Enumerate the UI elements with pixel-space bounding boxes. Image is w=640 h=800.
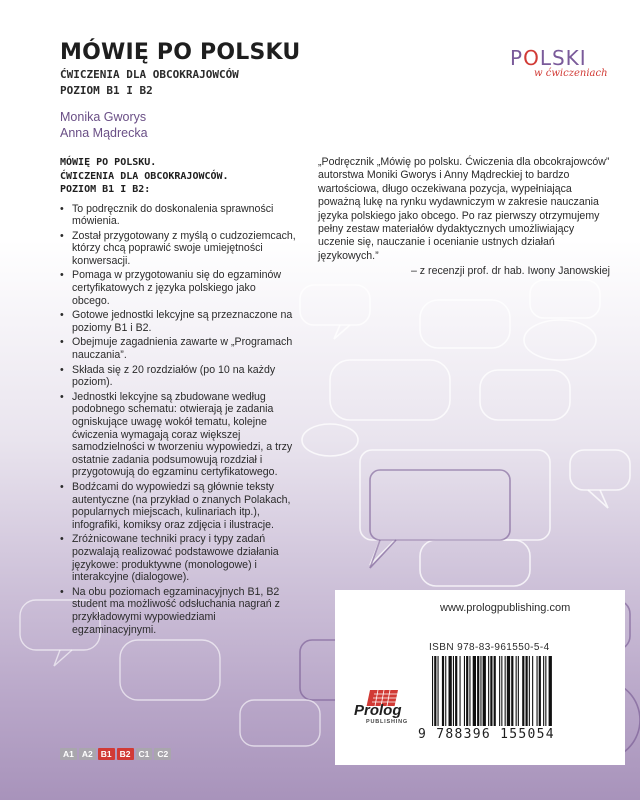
series-logo: [510, 46, 610, 79]
ean-digits: 9 788396 155054: [418, 727, 555, 742]
list-item: • Bodźcami do wypowiedzi są głównie teksty autentyczne (na przykład o znanych Polakach, popularnych miejscach, kulinariach itp.), infografiki, komiksy oraz zdjęcia i ilustracje.: [60, 481, 296, 531]
level-badge: C2: [154, 748, 171, 760]
publisher-imprint: PUBLISHING: [366, 719, 408, 725]
book-subtitle: ĆWICZENIA DLA OBCOKRAJOWCÓW: [60, 68, 239, 81]
level-badge: C1: [136, 748, 153, 760]
list-item: • Pomaga w przygotowaniu się do egzaminów certyfikatowych z języka polskiego jako obcego.: [60, 269, 296, 307]
list-item: • Zróżnicowane techniki pracy i typy zadań pozwalają realizować podstawowe działania językowe: produktywne (monologowe) i interakcyjne (dialogowe).: [60, 533, 296, 583]
list-item: • Obejmuje zagadnienia zawarte w „Programach nauczania”.: [60, 336, 296, 361]
level-badge-active: B2: [117, 748, 134, 760]
review-quote: [318, 156, 610, 279]
list-item: • Na obu poziomach egzaminacyjnych B1, B2 student ma możliwość odsłuchania nagrań z przykładowymi wypowiedziami egzaminacyjnymi.: [60, 586, 296, 636]
book-title: MÓWIĘ PO POLSKU: [60, 40, 301, 65]
quote-text: „Podręcznik „Mówię po polsku. Ćwiczenia dla obcokrajowców” autorstwa Moniki Gworys i Anny Mądreckiej to bardzo wartościowa, długo oczekiwana pozycja, wypełniająca poważną lukę na rynku wydawniczym w zakresie nauczania języka polskiego jako obcego. Po raz pierwszy otrzymujemy pełny zestaw materiałów dydaktycznych umożliwiający uczenie się, nauczanie i ocenianie ustnych działań językowych.”: [318, 156, 610, 262]
features-heading: MÓWIĘ PO POLSKU. ĆWICZENIA DLA OBCOKRAJOWCÓW. POZIOM B1 I B2:: [60, 157, 229, 195]
publisher-url[interactable]: www.prologpublishing.com: [440, 602, 571, 614]
level-badge: A2: [79, 748, 96, 760]
list-item: • Jednostki lekcyjne są zbudowane według podobnego schematu: otwierają je zadania ogniskujące uwagę wokół tematu, kolejne ćwiczenia wymagają coraz większej samodzielności w tworzeniu wypowiedzi, a trzy ostatnie zadania podsumowują rozdział i przygotowują do egzaminu certyfikatowego.: [60, 391, 296, 479]
list-item: • To podręcznik do doskonalenia sprawności mówienia.: [60, 203, 296, 228]
list-item: • Składa się z 20 rozdziałów (po 10 na każdy poziom).: [60, 364, 296, 389]
isbn-number: ISBN 978-83-961550-5-4: [429, 642, 550, 653]
list-item: • Gotowe jednostki lekcyjne są przeznaczone na poziomy B1 i B2.: [60, 309, 296, 334]
quote-source: – z recenzji prof. dr hab. Iwony Janowskiej: [410, 265, 610, 278]
level-badge: A1: [60, 748, 77, 760]
series-logo-word: POLSKI: [510, 46, 587, 70]
features-column: [60, 156, 296, 638]
level-badges: [60, 748, 171, 760]
book-level: POZIOM B1 I B2: [60, 84, 153, 97]
features-list: [60, 203, 296, 637]
level-badge-active: B1: [98, 748, 115, 760]
publisher-name: Prolog: [354, 702, 402, 719]
list-item: • Został przygotowany z myślą o cudzoziemcach, którzy chcą poprawić swoje umiejętności konwersacji.: [60, 230, 296, 268]
series-logo-tagline: w ćwiczeniach: [534, 68, 608, 79]
author-1: Monika Gworys: [60, 110, 147, 124]
barcode-icon: [428, 656, 608, 726]
author-2: Anna Mądrecka: [60, 126, 148, 140]
